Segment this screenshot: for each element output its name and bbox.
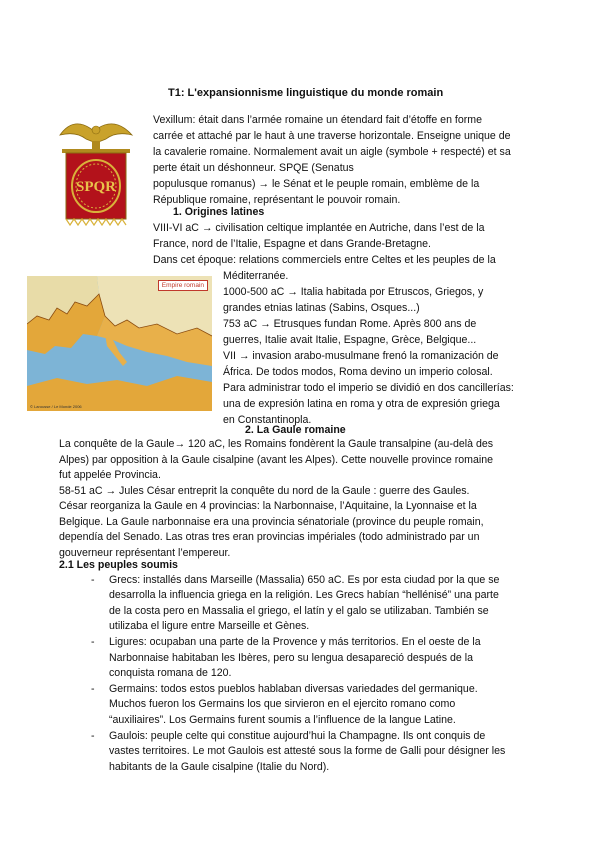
bullet-marker: - <box>91 683 95 696</box>
map-legend-label: Empire romain <box>158 280 208 291</box>
section-1-indented-line-9: una de expresión latina en roma y otra de expresión griega <box>223 398 500 410</box>
section-1-indented-line-4: 753 aC → Etrusques fundan Rome. Après 800 ans de <box>223 318 477 330</box>
section-2-line-7: dependía del Senado. Las otras tres eran provincias impériales (todo administrado par un <box>59 531 480 543</box>
page-title: T1: L'expansionnisme linguistique du monde romain <box>168 87 444 99</box>
list-item-line: vastes territoires. Le mot Gaulois est attesté sous la forme de Galli pour désigner les <box>109 745 506 758</box>
spqr-vexillum-image <box>54 113 138 231</box>
section-1-indented-line-1: Méditerranée. <box>223 270 289 282</box>
list-item-line: Gaulois: peuple celte qui constitue aujourd’hui la Champagne. Ils ont conquis de <box>109 730 486 742</box>
section-1-indented-line-2: 1000-500 aC → Italia habitada por Etruscos, Griegos, y <box>223 286 484 298</box>
section-1-indented-line-7: África. De todos modos, Roma devino un imperio colosal. <box>223 366 493 378</box>
section-1-indented-line-5: guerres, Italie avait Italie, Espagne, Grèce, Belgique... <box>223 334 477 346</box>
list-item-line: Ligures: ocupaban una parte de la Provence y más territorios. En el oeste de la <box>109 636 481 649</box>
list-item-line: “auxiliaires”. Los Germains furent soumis a l’influence de la langue Latine. <box>109 713 456 726</box>
list-item-line: Grecs: installés dans Marseille (Massalia) 650 aC. Es por esta ciudad por la que se <box>109 574 500 586</box>
section-1-indented-line-3: grandes etnias latinas (Sabins, Osques...) <box>223 302 420 314</box>
section-2-line-6: Belgique. La Gaule narbonnaise era una provincia sénatoriale (province du peuple romain, <box>59 515 484 528</box>
section-1-line-1: VIII-VI aC → civilisation celtique implantée en Autriche, dans l’est de la <box>153 222 485 234</box>
section-1-indented-line-8: Para administrar todo el imperio se dividió en dos cancillerías: <box>223 382 514 394</box>
section-1-indented-line-6: VII → invasion arabo-musulmane frenó la romanización de <box>223 350 499 362</box>
section-1-line-2: France, nord de l’Italie, Espagne et dans Grande-Bretagne. <box>153 238 431 250</box>
section-2-line-1: La conquête de la Gaule→ 120 aC, les Romains fondèrent la Gaule transalpine (au-delà des <box>59 438 494 450</box>
list-item-line: habitants de la Gaule cisalpine (Italie du Nord). <box>109 760 330 773</box>
roman-empire-map-image <box>27 276 212 411</box>
section-2-line-5: César reorganiza la Gaule en 4 provincias: la Narbonnaise, l’Aquitaine, la Lyonnaise et la <box>59 500 477 512</box>
bullet-marker: - <box>91 730 95 742</box>
section-1-indented-line-10: en Constantinopla. <box>223 414 312 426</box>
map-credit: © Larousse / Le Monde 2006 <box>30 404 82 409</box>
list-item-line: Germains: todos estos pueblos hablaban diversas variedades del germanique. <box>109 683 478 696</box>
section-2-line-2: Alpes) par opposition à la Gaule cisalpine (avant les Alpes). Cette nouvelle province romaine <box>59 453 493 466</box>
intro-line-1: Vexillum: était dans l’armée romaine un étendard fait d’étoffe en forme <box>153 114 482 126</box>
section-2-line-3: fut appelée Provincia. <box>59 469 161 481</box>
section-2-1-heading: 2.1 Les peuples soumis <box>59 559 178 571</box>
map-graphic <box>27 276 212 411</box>
section-2-line-4: 58-51 aC → Jules César entreprit la conquête du nord de la Gaule : guerre des Gaules. <box>59 484 470 497</box>
list-item-line: conquista romana de 120. <box>109 666 232 679</box>
intro-line-3: la cavalerie romaine. Normalement avait un aigle (symbole + respecté) et sa <box>153 146 511 158</box>
eagle-standard-icon <box>54 113 138 231</box>
section-1-heading: 1. Origines latines <box>173 206 265 218</box>
section-2-line-8: gouverneur représentant l’empereur. <box>59 546 231 559</box>
section-1-line-3: Dans cet époque: relations commerciels entre Celtes et les peuples de la <box>153 254 496 266</box>
bullet-marker: - <box>91 574 95 586</box>
list-item-line: Muchos fueron los Germains los que sirvieron en el ejercito romano como <box>109 698 456 711</box>
intro-line-4: perte était un déshonneur. SPQE (Senatus <box>153 162 354 174</box>
spqr-emblem-text: SPQR <box>75 179 116 195</box>
intro-line-2: carrée et attaché par le haut à une traverse horizontale. Enseigne unique de <box>153 130 511 142</box>
list-item-line: Narbonnaise habitaban les Ibères, pero su lengua desapareció después de la <box>109 651 473 664</box>
intro-line-6: République romaine, représentant le pouvoir romain. <box>153 194 401 206</box>
list-item-line: utilizaba el ligure entre Marseille et Gènes. <box>109 619 310 632</box>
section-2-heading: 2. La Gaule romaine <box>245 424 346 436</box>
list-item-line: desarrolla la influencia griega en la religión. Les Grecs habían “hellénisé” una parte <box>109 589 499 602</box>
bullet-marker: - <box>91 636 95 649</box>
list-item-line: de la costa pero en Massalia el griego, el latín y el galo se utilizaban. También se <box>109 604 489 617</box>
intro-line-5: populusque romanus) → le Sénat et le peuple romain, emblème de la <box>153 178 480 190</box>
